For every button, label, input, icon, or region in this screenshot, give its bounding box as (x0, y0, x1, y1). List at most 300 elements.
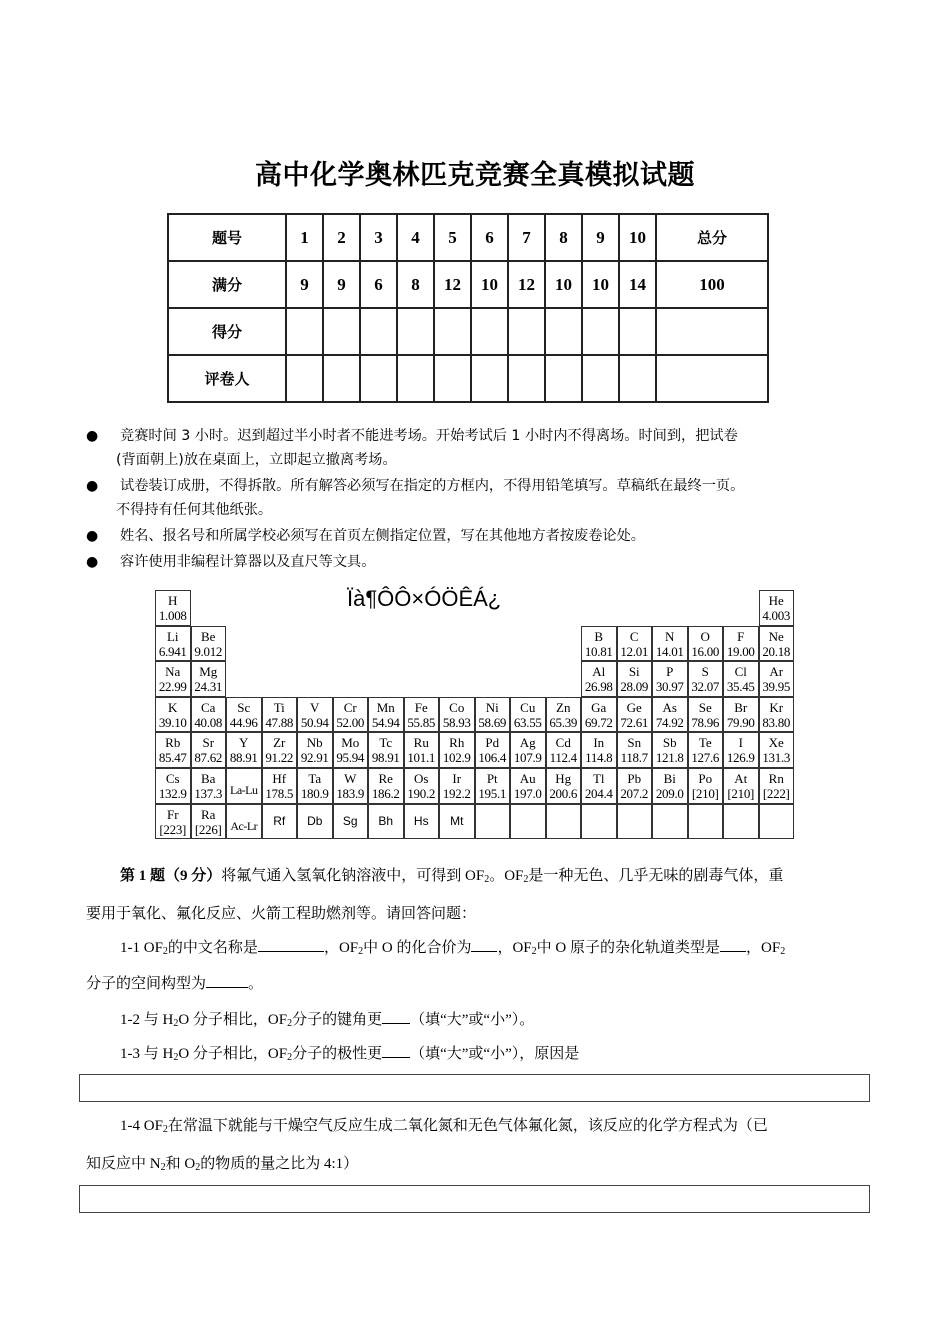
element-symbol: Al (592, 664, 606, 680)
element-cell-sg (333, 804, 369, 840)
element-cell-f (723, 626, 759, 662)
grader-cell[interactable] (434, 355, 471, 402)
atomic-mass: 12.01 (620, 643, 649, 659)
atomic-mass: 44.96 (229, 714, 258, 730)
atomic-mass: 55.85 (407, 714, 436, 730)
answer-box-1-3[interactable] (79, 1074, 870, 1102)
element-cell-empty (688, 804, 724, 840)
answer-blank[interactable] (258, 937, 324, 952)
element-symbol: Ge (626, 699, 642, 715)
full-mark: 12 (434, 261, 471, 308)
atomic-mass: 197.0 (513, 786, 542, 801)
rule-text: 竞赛时间 3 小时。迟到超过半小时者不能进考场。开始考试后 1 小时内不得离场。时间到，把试卷 (120, 428, 738, 444)
atomic-mass: 107.9 (513, 750, 542, 766)
element-cell-co (439, 697, 475, 733)
total-label: 总分 (656, 214, 768, 261)
bullet-icon: ● (86, 554, 99, 570)
element-cell-cu (510, 697, 546, 733)
score-row-obtained (168, 308, 768, 355)
score-cell[interactable] (434, 308, 471, 355)
atomic-mass: 35.45 (726, 679, 755, 695)
element-cell-zn (546, 697, 582, 733)
element-symbol: La-Lu (230, 783, 258, 797)
atomic-mass: 101.1 (407, 750, 436, 766)
element-cell-ca (191, 697, 227, 733)
row-label: 满分 (168, 261, 286, 308)
atomic-mass: 91.22 (265, 750, 294, 766)
atomic-mass: 4.003 (762, 608, 791, 623)
element-cell-be (191, 626, 227, 662)
element-symbol: Mt (450, 813, 464, 828)
element-cell-sc (226, 697, 262, 733)
grader-cell[interactable] (582, 355, 619, 402)
atomic-mass: 6.941 (158, 643, 187, 659)
atomic-mass: 47.88 (265, 714, 294, 730)
element-symbol: H (168, 593, 178, 608)
atomic-mass: 131.3 (762, 750, 791, 766)
element-symbol: Cu (520, 699, 536, 715)
element-cell-fr (155, 804, 191, 840)
element-cell-la-lu (226, 768, 262, 804)
element-cell-ir (439, 768, 475, 804)
element-symbol: Cr (343, 699, 357, 715)
element-cell-n (652, 626, 688, 662)
element-cell-mo (333, 732, 369, 768)
element-cell-cs (155, 768, 191, 804)
element-symbol: N (665, 628, 675, 644)
element-symbol: Sg (342, 813, 358, 828)
atomic-mass: 114.8 (585, 750, 613, 766)
element-cell-ti (262, 697, 298, 733)
bullet-icon: ● (86, 428, 99, 444)
question-number: 9 (582, 214, 619, 261)
element-symbol: Ne (768, 628, 784, 644)
element-cell-in (581, 732, 617, 768)
question-1-3: 1-3 与 $H_2O$ 分子相比，$OF_2$分子的极性更 （填“大”或“小”），原因是 (86, 1036, 872, 1072)
element-cell-w (333, 768, 369, 804)
score-cell[interactable] (286, 308, 323, 355)
element-cell-empty (617, 804, 653, 840)
atomic-mass: 126.9 (726, 750, 755, 766)
element-cell-li (155, 626, 191, 662)
atomic-mass: 102.9 (442, 750, 471, 766)
element-cell-hf (262, 768, 298, 804)
element-symbol: Be (201, 628, 216, 644)
element-cell-ac-lr (226, 804, 262, 840)
element-cell-empty (475, 804, 511, 840)
score-cell[interactable] (397, 308, 434, 355)
rule-item (86, 424, 876, 472)
element-symbol: Ar (769, 664, 784, 680)
periodic-table-title: Ïà¶ÔÔ×ÓÖÊÁ¿ (347, 586, 502, 611)
grader-cell[interactable] (323, 355, 360, 402)
element-symbol: B (594, 628, 604, 644)
element-symbol: Bh (378, 813, 394, 828)
element-symbol: In (593, 735, 605, 751)
score-cell[interactable] (545, 308, 582, 355)
element-symbol: Ni (485, 699, 499, 715)
atomic-mass: 178.5 (265, 786, 294, 801)
score-cell[interactable] (508, 308, 545, 355)
atomic-mass: 65.39 (549, 714, 578, 730)
atomic-mass: 9.012 (194, 643, 223, 659)
element-symbol: Rf (273, 813, 286, 828)
element-symbol: V (310, 699, 320, 715)
question-number: 4 (397, 214, 434, 261)
element-cell-sb (652, 732, 688, 768)
question-number: 2 (323, 214, 360, 261)
element-cell-ar (759, 661, 795, 697)
atomic-mass: 88.91 (229, 750, 258, 766)
row-label: 得分 (168, 308, 286, 355)
score-row-question-number (168, 214, 768, 261)
atomic-mass: 92.91 (300, 750, 329, 766)
atomic-mass: 192.2 (442, 786, 471, 801)
element-cell-po (688, 768, 724, 804)
element-cell-h (155, 590, 191, 626)
element-symbol: Fe (414, 699, 428, 715)
element-cell-tl (581, 768, 617, 804)
element-symbol: Ir (452, 771, 462, 786)
atomic-mass: 118.7 (620, 750, 648, 766)
element-symbol: Ca (201, 699, 216, 715)
element-cell-i (723, 732, 759, 768)
element-cell-pt (475, 768, 511, 804)
atomic-mass: 209.0 (655, 786, 684, 801)
element-cell-rb (155, 732, 191, 768)
atomic-mass: 85.47 (158, 750, 187, 766)
element-cell-b (581, 626, 617, 662)
element-cell-kr (759, 697, 795, 733)
element-cell-empty (546, 804, 582, 840)
element-symbol: Cl (734, 664, 747, 680)
question-1-intro-cont: 要用于氧化、氟化反应、火箭工程助燃剂等。请回答问题： (86, 906, 477, 922)
atomic-mass: [210] (727, 786, 755, 801)
score-cell[interactable] (582, 308, 619, 355)
element-cell-empty (510, 804, 546, 840)
atomic-mass: 39.95 (762, 679, 791, 695)
atomic-mass: [226] (194, 821, 222, 837)
question-number: 5 (434, 214, 471, 261)
atomic-mass: 28.09 (620, 679, 649, 695)
element-cell-bi (652, 768, 688, 804)
atomic-mass: 16.00 (691, 643, 720, 659)
element-symbol: As (662, 699, 677, 715)
atomic-mass: 95.94 (336, 750, 365, 766)
atomic-mass: 190.2 (407, 786, 436, 801)
rule-text: 容许使用非编程计算器以及直尺等文具。 (120, 554, 376, 570)
atomic-mass: 79.90 (726, 714, 755, 730)
element-cell-ru (404, 732, 440, 768)
element-symbol: F (737, 628, 745, 644)
element-cell-empty (652, 804, 688, 840)
atomic-mass: 78.96 (691, 714, 720, 730)
element-symbol: Po (698, 771, 713, 786)
element-symbol: Rn (768, 771, 784, 786)
question-1-intro: 第 1 题（9 分）将氟气通入氢氧化钠溶液中，可得到 $OF_2$。$OF_2$是一种无色、几乎无味的剧毒气体，重 (120, 868, 784, 885)
element-symbol: Fr (166, 806, 179, 822)
element-cell-y (226, 732, 262, 768)
atomic-mass: 87.62 (194, 750, 223, 766)
element-symbol: Hg (555, 771, 572, 786)
grader-cell[interactable] (545, 355, 582, 402)
score-cell[interactable] (323, 308, 360, 355)
element-symbol: Rh (449, 735, 465, 751)
question-number: 3 (360, 214, 397, 261)
element-symbol: Ta (308, 771, 322, 786)
atomic-mass: 26.98 (584, 679, 613, 695)
element-cell-na (155, 661, 191, 697)
element-symbol: Ga (591, 699, 607, 715)
answer-blank[interactable] (471, 937, 497, 952)
answer-blank[interactable] (206, 973, 248, 988)
element-symbol: Tl (592, 771, 605, 786)
element-symbol: Ba (201, 771, 216, 786)
atomic-mass: 58.69 (478, 714, 507, 730)
element-cell-ag (510, 732, 546, 768)
element-cell-at (723, 768, 759, 804)
element-symbol: Co (449, 699, 465, 715)
grader-total-cell[interactable] (656, 355, 768, 402)
element-symbol: C (629, 628, 639, 644)
full-mark: 14 (619, 261, 656, 308)
element-cell-fe (404, 697, 440, 733)
element-symbol: Sc (237, 699, 251, 715)
element-symbol: Mn (376, 699, 395, 715)
element-cell-mt (439, 804, 475, 840)
atomic-mass: 186.2 (371, 786, 400, 801)
atomic-mass: 121.8 (655, 750, 684, 766)
atomic-mass: 200.6 (549, 786, 578, 801)
question-number: 1 (286, 214, 323, 261)
full-mark: 12 (508, 261, 545, 308)
grader-cell[interactable] (397, 355, 434, 402)
periodic-table (155, 586, 795, 839)
element-cell-br (723, 697, 759, 733)
atomic-mass: 19.00 (726, 643, 755, 659)
atomic-mass: 58.93 (442, 714, 471, 730)
element-cell-tc (368, 732, 404, 768)
element-symbol: Cs (165, 771, 180, 786)
element-cell-ne (759, 626, 795, 662)
score-table (167, 213, 769, 403)
atomic-mass: 204.4 (584, 786, 613, 801)
element-symbol: Bi (663, 771, 676, 786)
element-symbol: Tc (379, 735, 393, 751)
atomic-mass: 30.97 (655, 679, 684, 695)
grader-cell[interactable] (471, 355, 508, 402)
element-symbol: At (734, 771, 748, 786)
question-heading: 第 1 题（9 分） (120, 868, 222, 884)
element-symbol: Re (378, 771, 393, 786)
element-cell-sr (191, 732, 227, 768)
full-total: 100 (656, 261, 768, 308)
element-cell-pd (475, 732, 511, 768)
question-1-1: 1-1 $OF_2$的中文名称是 ，$OF_2$中 O 的化合价为 ，$OF_2$中 O 原子的杂化轨道类型是 ，$OF_2$ (86, 930, 872, 966)
element-symbol: Cd (555, 735, 571, 751)
rule-text: 姓名、报名号和所属学校必须写在首页左侧指定位置，写在其他地方者按废卷论处。 (120, 528, 645, 544)
element-cell-mg (191, 661, 227, 697)
element-symbol: Ac-Lr (230, 818, 258, 833)
element-cell-bh (368, 804, 404, 840)
atomic-mass: 98.91 (371, 750, 400, 766)
question-1-4: 1-4 $OF_2$在常温下就能与干燥空气反应生成二氧化氮和无色气体氟化氮，该反应的化学方程式为（已 (120, 1118, 768, 1135)
element-symbol: Ag (519, 735, 536, 751)
element-symbol: Zn (556, 699, 571, 715)
answer-blank[interactable] (720, 937, 746, 952)
element-cell-rf (262, 804, 298, 840)
element-symbol: Mo (341, 735, 360, 751)
element-symbol: O (700, 628, 710, 644)
element-symbol: Hf (272, 771, 287, 786)
bullet-icon: ● (86, 528, 99, 544)
atomic-mass: 112.4 (549, 750, 577, 766)
score-total-cell[interactable] (656, 308, 768, 355)
atomic-mass: [223] (159, 821, 187, 837)
element-cell-te (688, 732, 724, 768)
atomic-mass: 72.61 (620, 714, 649, 730)
element-cell-os (404, 768, 440, 804)
score-row-full-marks (168, 261, 768, 308)
atomic-mass: 24.31 (194, 679, 223, 695)
element-cell-rn (759, 768, 795, 804)
element-symbol: Pt (486, 771, 498, 786)
element-cell-c (617, 626, 653, 662)
atomic-mass: 40.08 (194, 714, 223, 730)
element-symbol: Hs (413, 813, 429, 828)
element-cell-ta (297, 768, 333, 804)
element-symbol: Xe (768, 735, 784, 751)
rule-text: 试卷装订成册，不得拆散。所有解答必须写在指定的方框内，不得用铅笔填写。草稿纸在最终一页。 (120, 478, 745, 494)
full-mark: 9 (323, 261, 360, 308)
atomic-mass: 39.10 (158, 714, 187, 730)
full-mark: 10 (582, 261, 619, 308)
rule-item (86, 474, 876, 522)
atomic-mass: 106.4 (478, 750, 507, 766)
element-symbol: Te (698, 735, 712, 751)
element-symbol: Y (239, 735, 249, 751)
score-cell[interactable] (619, 308, 656, 355)
element-cell-sn (617, 732, 653, 768)
element-cell-p (652, 661, 688, 697)
element-cell-s (688, 661, 724, 697)
element-cell-re (368, 768, 404, 804)
element-symbol: P (666, 664, 674, 680)
score-cell[interactable] (360, 308, 397, 355)
element-cell-ra (191, 804, 227, 840)
element-symbol: Ra (201, 806, 216, 822)
element-cell-empty (581, 804, 617, 840)
grader-cell[interactable] (619, 355, 656, 402)
element-cell-ge (617, 697, 653, 733)
element-symbol: Se (698, 699, 712, 715)
element-cell-si (617, 661, 653, 697)
atomic-mass: 83.80 (762, 714, 791, 730)
element-cell-nb (297, 732, 333, 768)
answer-blank[interactable] (382, 1043, 410, 1058)
element-symbol: Na (165, 664, 181, 680)
question-number: 8 (545, 214, 582, 261)
atomic-mass: [210] (691, 786, 719, 801)
element-symbol: Rb (165, 735, 181, 751)
atomic-mass: 207.2 (620, 786, 649, 801)
element-cell-o (688, 626, 724, 662)
element-cell-hs (404, 804, 440, 840)
element-cell-xe (759, 732, 795, 768)
element-symbol: Zr (273, 735, 286, 751)
element-cell-empty (759, 804, 795, 840)
atomic-mass: 74.92 (655, 714, 684, 730)
element-symbol: Pd (485, 735, 500, 751)
atomic-mass: 69.72 (584, 714, 613, 730)
element-symbol: Au (519, 771, 536, 786)
element-symbol: Li (166, 628, 179, 644)
atomic-mass: 10.81 (584, 643, 613, 659)
element-cell-rh (439, 732, 475, 768)
element-cell-db (297, 804, 333, 840)
question-number: 10 (619, 214, 656, 261)
atomic-mass: 183.9 (336, 786, 365, 801)
element-symbol: Si (628, 664, 640, 680)
full-mark: 10 (545, 261, 582, 308)
rule-item (86, 550, 876, 574)
answer-box-1-4[interactable] (79, 1185, 870, 1213)
atomic-mass: 54.94 (371, 714, 400, 730)
element-symbol: K (168, 699, 178, 715)
atomic-mass: 50.94 (300, 714, 329, 730)
bullet-icon: ● (86, 478, 99, 494)
atomic-mass: 32.07 (691, 679, 720, 695)
element-cell-cl (723, 661, 759, 697)
element-symbol: Nb (306, 735, 323, 751)
element-cell-ni (475, 697, 511, 733)
full-mark: 6 (360, 261, 397, 308)
element-symbol: Sn (627, 735, 642, 751)
element-cell-cr (333, 697, 369, 733)
full-mark: 9 (286, 261, 323, 308)
element-cell-se (688, 697, 724, 733)
row-label: 评卷人 (168, 355, 286, 402)
score-row-grader (168, 355, 768, 402)
atomic-mass: [222] (762, 786, 790, 801)
atomic-mass: 180.9 (300, 786, 329, 801)
rule-item (86, 524, 876, 548)
atomic-mass: 22.99 (158, 679, 187, 695)
element-symbol: Sr (202, 735, 215, 751)
element-symbol: S (701, 664, 709, 680)
element-symbol: I (738, 735, 743, 751)
element-cell-ga (581, 697, 617, 733)
grader-cell[interactable] (360, 355, 397, 402)
element-symbol: Db (307, 813, 323, 828)
full-mark: 8 (397, 261, 434, 308)
element-symbol: Kr (769, 699, 784, 715)
answer-blank[interactable] (382, 1009, 410, 1024)
element-symbol: Pb (627, 771, 642, 786)
grader-cell[interactable] (508, 355, 545, 402)
page-title: 高中化学奥林匹克竞赛全真模拟试题 (255, 160, 695, 191)
atomic-mass: 63.55 (513, 714, 542, 730)
element-symbol: Ti (273, 699, 285, 715)
grader-cell[interactable] (286, 355, 323, 402)
element-cell-mn (368, 697, 404, 733)
element-cell-empty (723, 804, 759, 840)
atomic-mass: 52.00 (336, 714, 365, 730)
element-cell-hg (546, 768, 582, 804)
rule-text-cont: (背面朝上)放在桌面上，立即起立撤离考场。 (116, 452, 397, 468)
element-symbol: W (344, 771, 357, 786)
score-cell[interactable] (471, 308, 508, 355)
